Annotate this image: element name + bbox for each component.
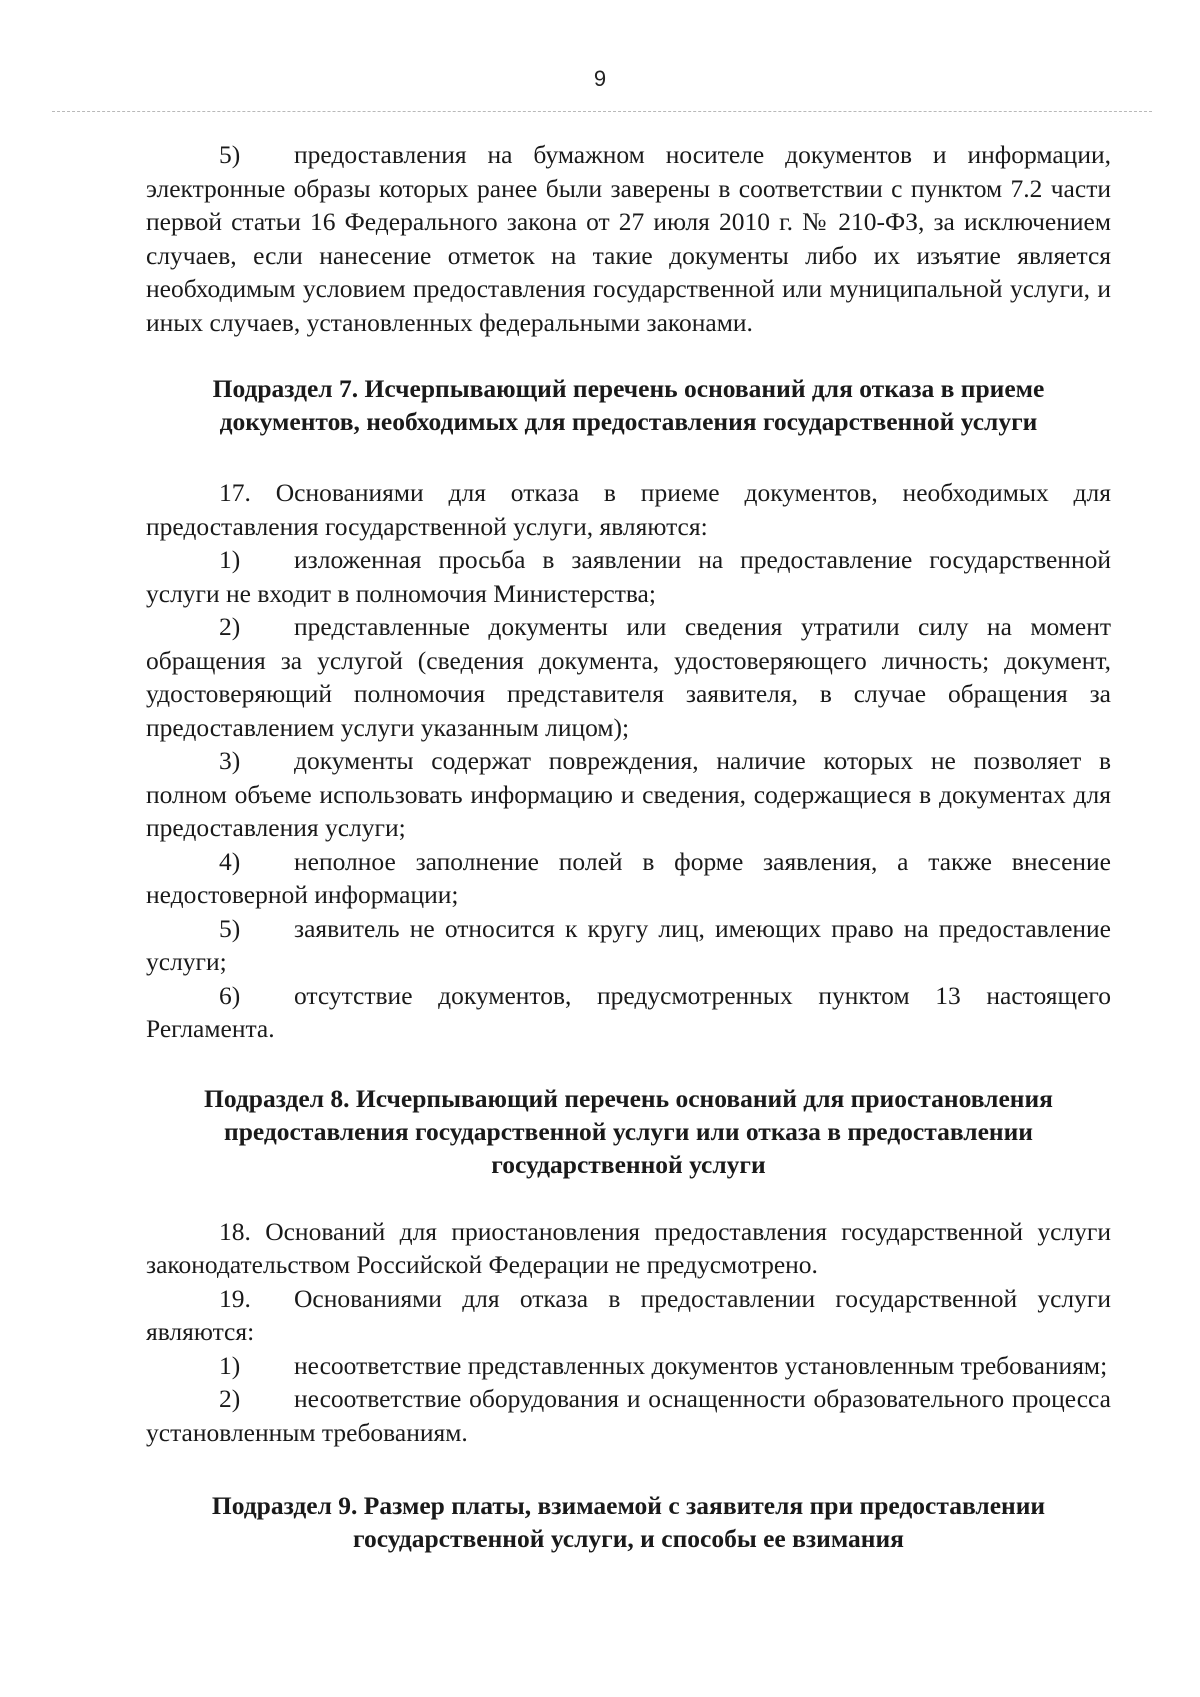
- item-text: неполное заполнение полей в форме заявления, а также внесение недостоверной информации;: [146, 846, 1111, 909]
- item-number: 19.: [219, 1283, 251, 1313]
- list-item: [146, 979, 1111, 1046]
- item-number: 3): [219, 746, 241, 775]
- list-item: [146, 744, 1111, 845]
- item-number: 1): [219, 545, 241, 574]
- item-text: документы содержат повреждения, наличие которых не позволяет в полном объеме использовать информацию и сведения, содержащиеся в документах для предоставления услуги;: [146, 746, 1111, 842]
- page-number: 9: [593, 66, 607, 91]
- item-number: 2): [219, 612, 241, 641]
- section-9-heading: Подраздел 9. Размер платы, взимаемой с заявителя при предоставлении государственной услуги, и способы ее взимания: [211, 1491, 1046, 1553]
- item-text: заявитель не относится к кругу лиц, имеющих право на предоставление услуги;: [146, 913, 1111, 976]
- item-text: изложенная просьба в заявлении на предоставление государственной услуги не входит в полномочия Министерства;: [146, 545, 1111, 608]
- paragraph-19: [146, 1282, 1111, 1349]
- item-text: несоответствие оборудования и оснащенности образовательного процесса установленным требованиям.: [146, 1384, 1111, 1447]
- item-text: представленные документы или сведения утратили силу на момент обращения за услугой (сведения документа, удостоверяющего личность; документ, удостоверяющий полномочия представителя заявителя, в случае обращения за предоставлением услуги указанным лицом);: [146, 612, 1111, 742]
- item-text: отсутствие документов, предусмотренных пунктом 13 настоящего Регламента.: [146, 980, 1111, 1043]
- list-item: [146, 912, 1111, 979]
- list-item: [146, 1382, 1111, 1449]
- item-text: несоответствие представленных документов установленным требованиям;: [294, 1350, 1108, 1380]
- list-item: [146, 138, 1111, 339]
- header-divider: [52, 111, 1152, 112]
- list-item: [146, 610, 1111, 744]
- item-number: 6): [219, 980, 241, 1010]
- item-number: 4): [219, 846, 241, 876]
- list-item: [146, 543, 1111, 610]
- item-text: Основаниями для отказа в предоставлении государственной услуги являются:: [146, 1283, 1111, 1346]
- list-item: [146, 845, 1111, 912]
- item-text: предоставления на бумажном носителе документов и информации, электронные образы которых ранее были заверены в соответствии с пунктом 7.2 части первой статьи 16 Федерального закона от 27 июля 2010 г. № 210-ФЗ, за исключением случаев, если нанесение отметок на такие документы либо их изъятие является необходимым условием предоставления государственной или муниципальной услуги, и иных случаев, установленных федеральными законами.: [146, 140, 1111, 337]
- paragraph-18: 18. Оснований для приостановления предоставления государственной услуги законодательством Российской Федерации не предусмотрено.: [146, 1216, 1111, 1279]
- list-item: [146, 1349, 1111, 1383]
- item-number: 5): [219, 913, 241, 943]
- item-number: 1): [219, 1350, 241, 1380]
- item-number: 2): [219, 1384, 241, 1413]
- paragraph-17: 17. Основаниями для отказа в приеме документов, необходимых для предоставления государственной услуги, являются:: [146, 478, 1111, 541]
- item-number: 5): [219, 140, 241, 169]
- section-8-heading: Подраздел 8. Исчерпывающий перечень оснований для приостановления предоставления государственной услуги или отказа в предоставлении государственной услуги: [204, 1083, 1053, 1179]
- document-body: [146, 138, 1111, 1555]
- section-7-heading: Подраздел 7. Исчерпывающий перечень оснований для отказа в приеме документов, необходимых для предоставления государственной услуги: [212, 374, 1045, 436]
